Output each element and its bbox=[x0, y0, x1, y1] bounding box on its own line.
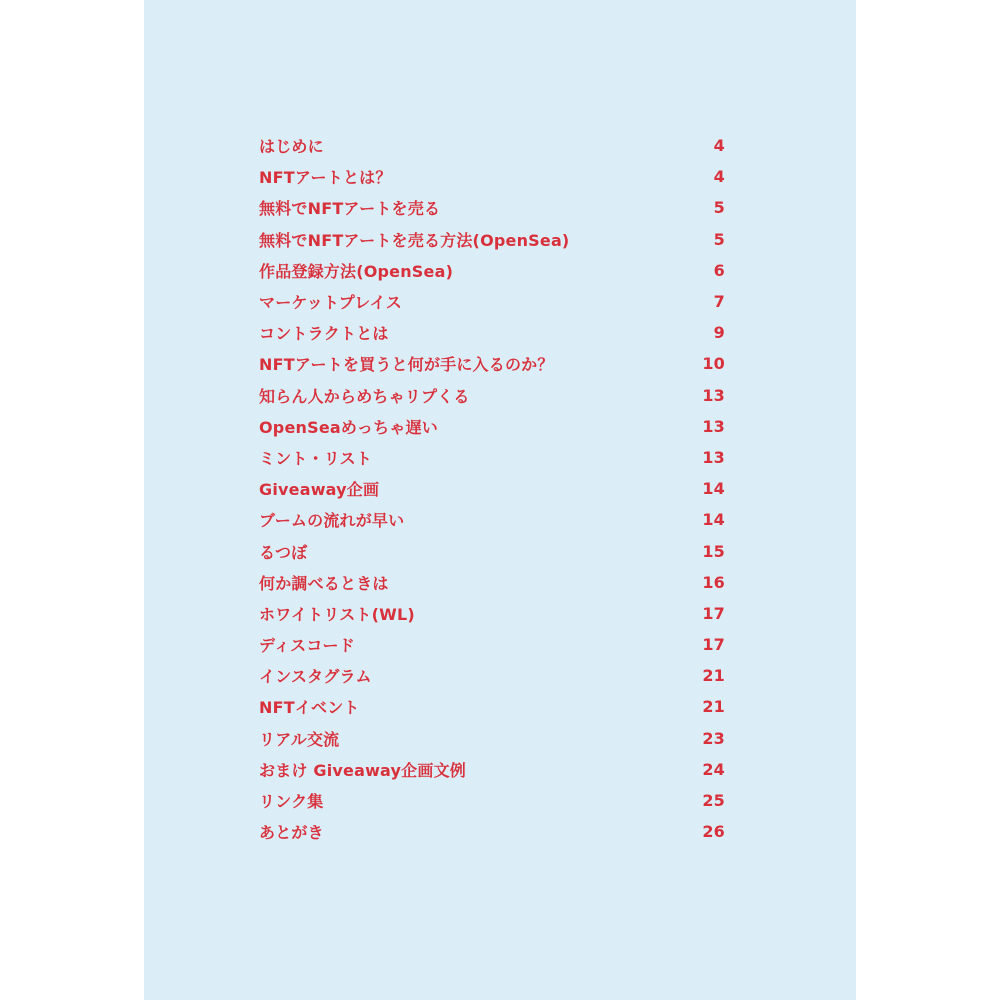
toc-entry[interactable] bbox=[259, 192, 725, 223]
toc-entry-title: ブームの流れが早い bbox=[259, 511, 405, 531]
toc-entry[interactable] bbox=[259, 535, 725, 566]
toc-entry[interactable] bbox=[259, 660, 725, 691]
toc-entry-page-number: 4 bbox=[713, 136, 725, 156]
toc-entry-title: 無料でNFTアートを売る bbox=[259, 199, 441, 219]
toc-entry-title: はじめに bbox=[259, 137, 324, 157]
toc-entry[interactable] bbox=[259, 255, 725, 286]
toc-entry-title: 作品登録方法(OpenSea) bbox=[259, 261, 454, 281]
toc-entry-page-number: 4 bbox=[713, 167, 725, 187]
toc-entry-title: インスタグラム bbox=[259, 667, 372, 687]
toc-entry-page-number: 21 bbox=[702, 697, 725, 717]
toc-entry[interactable] bbox=[259, 161, 725, 192]
toc-entry-page-number: 23 bbox=[702, 728, 725, 748]
toc-entry-title: NFTイベント bbox=[259, 698, 360, 718]
toc-entry-page-number: 13 bbox=[702, 385, 725, 405]
toc-entry-page-number: 15 bbox=[702, 541, 725, 561]
toc-entry[interactable] bbox=[259, 691, 725, 722]
toc-entry-page-number: 21 bbox=[702, 666, 725, 686]
toc-entry[interactable] bbox=[259, 754, 725, 785]
toc-entry-page-number: 14 bbox=[702, 510, 725, 530]
toc-entry[interactable] bbox=[259, 411, 725, 442]
toc-entry-title: NFTアートとは？ bbox=[259, 168, 392, 188]
toc-entry-title: リンク集 bbox=[259, 792, 324, 812]
toc-entry-title: マーケットプレイス bbox=[259, 293, 402, 313]
toc-entry[interactable] bbox=[259, 785, 725, 816]
toc-entry[interactable] bbox=[259, 348, 725, 379]
toc-entry-page-number: 7 bbox=[713, 292, 725, 312]
toc-entry[interactable] bbox=[259, 504, 725, 535]
toc-entry[interactable] bbox=[259, 567, 725, 598]
toc-entry-title: ディスコード bbox=[259, 636, 355, 656]
toc-entry-title: 知らん人からめちゃリプくる bbox=[259, 386, 470, 406]
toc-entry[interactable] bbox=[259, 473, 725, 504]
toc-entry-page-number: 13 bbox=[702, 416, 725, 436]
toc-entry-page-number: 16 bbox=[702, 572, 725, 592]
toc-entry-title: あとがき bbox=[259, 823, 324, 843]
toc-entry-page-number: 24 bbox=[702, 759, 725, 779]
toc-entry-page-number: 13 bbox=[702, 447, 725, 467]
toc-entry-title: 何か調べるときは bbox=[259, 573, 389, 593]
toc-entry-title: NFTアートを買うと何が手に入るのか？ bbox=[259, 355, 554, 375]
toc-entry-title: 無料でNFTアートを売る方法(OpenSea) bbox=[259, 230, 570, 250]
toc-entry[interactable] bbox=[259, 598, 725, 629]
toc-entry-title: Giveaway企画 bbox=[259, 480, 380, 500]
toc-entry[interactable] bbox=[259, 224, 725, 255]
toc-entry[interactable] bbox=[259, 723, 725, 754]
toc-entry-title: ホワイトリスト(WL) bbox=[259, 604, 415, 624]
toc-entry-page-number: 9 bbox=[713, 323, 725, 343]
toc-entry-page-number: 10 bbox=[702, 354, 725, 374]
toc-entry-title: るつぼ bbox=[259, 542, 308, 562]
toc-entry-title: ミント・リスト bbox=[259, 448, 373, 468]
toc-entry[interactable] bbox=[259, 130, 725, 161]
toc-entry[interactable] bbox=[259, 629, 725, 660]
toc-entry-page-number: 5 bbox=[713, 198, 725, 218]
toc-entry[interactable] bbox=[259, 286, 725, 317]
toc-entry[interactable] bbox=[259, 442, 725, 473]
toc-entry[interactable] bbox=[259, 380, 725, 411]
toc-entry-page-number: 25 bbox=[702, 791, 725, 811]
toc-entry-page-number: 17 bbox=[702, 603, 725, 623]
toc-entry-title: リアル交流 bbox=[259, 729, 340, 749]
toc-entry-page-number: 17 bbox=[702, 635, 725, 655]
toc-entry-page-number: 26 bbox=[702, 822, 725, 842]
toc-entry-title: OpenSeaめっちゃ遅い bbox=[259, 417, 438, 437]
toc-entry[interactable] bbox=[259, 816, 725, 847]
toc-entry-page-number: 6 bbox=[713, 260, 725, 280]
toc-entry-page-number: 14 bbox=[702, 479, 725, 499]
toc-entry-title: おまけ Giveaway企画文例 bbox=[259, 760, 466, 780]
toc-entry-page-number: 5 bbox=[713, 229, 725, 249]
toc-entry[interactable] bbox=[259, 317, 725, 348]
document-page bbox=[144, 0, 856, 1000]
toc-entry-title: コントラクトとは bbox=[259, 324, 389, 344]
table-of-contents bbox=[259, 130, 725, 847]
